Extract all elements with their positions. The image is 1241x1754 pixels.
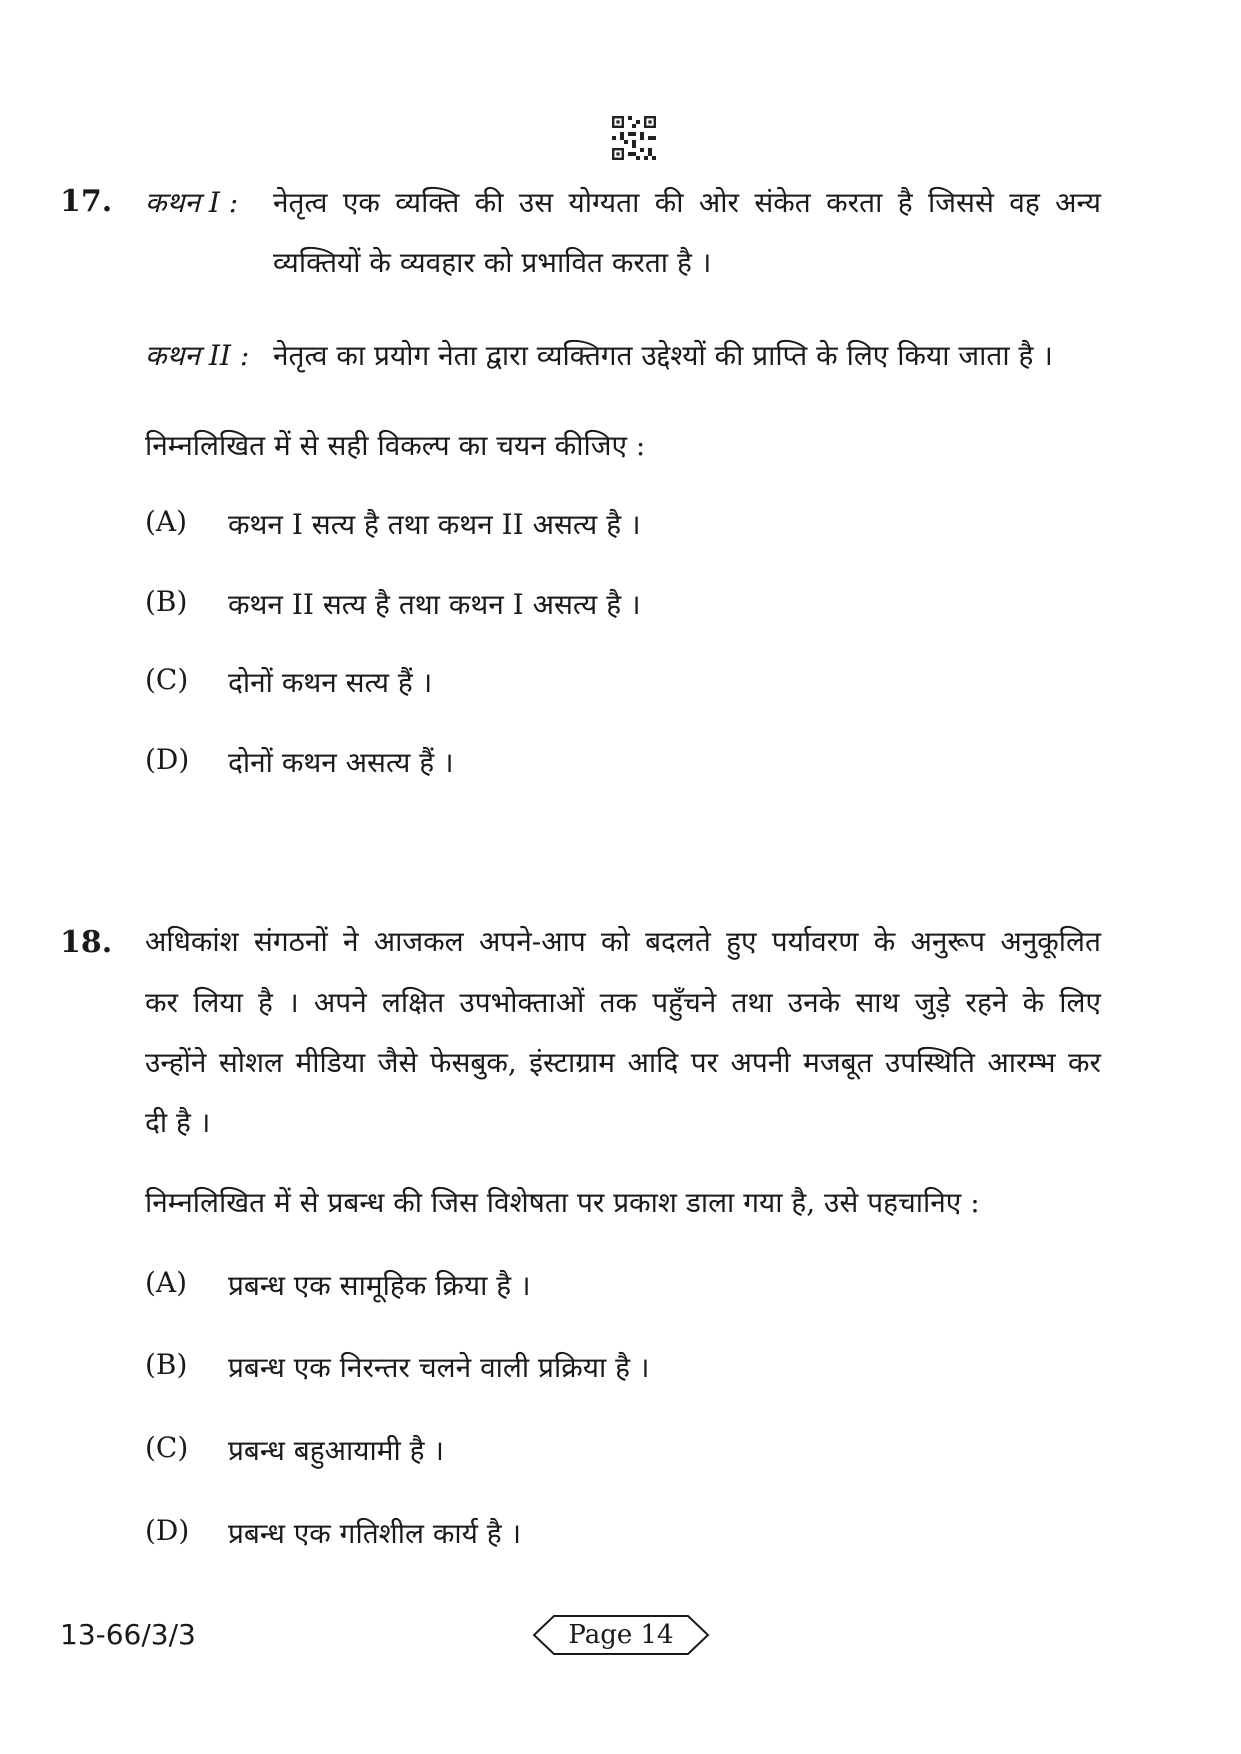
statement-1-line-2: व्यक्तियों के व्यवहार को प्रभावित करता है । xyxy=(273,246,712,279)
q17-option-b-letter: (B) xyxy=(145,585,188,618)
statement-2-label: कथन II : xyxy=(145,339,250,372)
q17-option-a-letter: (A) xyxy=(145,505,188,538)
statement-1-line-1: नेतृत्व एक व्यक्ति की उस योग्यता की ओर संकेत करता है जिससे वह अन्य xyxy=(273,186,1101,219)
q18-paragraph-line-1: अधिकांश संगठनों ने आजकल अपने-आप को बदलते हुए पर्यावरण के अनुरूप अनुकूलित xyxy=(145,925,1101,958)
q17-option-d-letter: (D) xyxy=(145,743,190,776)
question-17-instruction: निम्नलिखित में से सही विकल्प का चयन कीजिए : xyxy=(145,429,646,462)
question-18-number: 18. xyxy=(60,925,113,960)
q18-option-d-text: प्रबन्ध एक गतिशील कार्य है । xyxy=(228,1517,522,1550)
q18-paragraph-line-4: दी है । xyxy=(145,1106,211,1139)
page-number: Page 14 xyxy=(568,1620,674,1650)
q18-option-c-letter: (C) xyxy=(145,1431,189,1464)
paper-code: 13-66/3/3 xyxy=(60,1618,196,1651)
statement-2-text: नेतृत्व का प्रयोग नेता द्वारा व्यक्तिगत उद्देश्यों की प्राप्ति के लिए किया जाता है । xyxy=(273,339,1053,372)
statement-1-label: कथन I : xyxy=(145,186,239,219)
q18-option-a-text: प्रबन्ध एक सामूहिक क्रिया है । xyxy=(228,1269,531,1302)
q17-option-b-text: कथन II सत्य है तथा कथन I असत्य है । xyxy=(228,588,641,621)
question-17-number: 17. xyxy=(60,184,113,219)
q17-option-a-text: कथन I सत्य है तथा कथन II असत्य है । xyxy=(228,508,641,541)
q18-option-c-text: प्रबन्ध बहुआयामी है । xyxy=(228,1434,445,1467)
q18-option-b-letter: (B) xyxy=(145,1348,188,1381)
q17-option-d-text: दोनों कथन असत्य हैं । xyxy=(228,746,454,779)
page-number-badge xyxy=(532,1614,710,1656)
q17-option-c-text: दोनों कथन सत्य हैं । xyxy=(228,666,433,699)
q18-option-d-letter: (D) xyxy=(145,1514,190,1547)
q18-paragraph-line-3: उन्होंने सोशल मीडिया जैसे फेसबुक, इंस्टाग्राम आदि पर अपनी मजबूत उपस्थिति आरम्भ कर xyxy=(145,1046,1101,1079)
question-18-instruction: निम्नलिखित में से प्रबन्ध की जिस विशेषता पर प्रकाश डाला गया है, उसे पहचानिए : xyxy=(145,1186,980,1219)
q18-option-b-text: प्रबन्ध एक निरन्तर चलने वाली प्रक्रिया है । xyxy=(228,1351,650,1384)
q17-option-c-letter: (C) xyxy=(145,663,189,696)
q18-option-a-letter: (A) xyxy=(145,1266,188,1299)
qr-code xyxy=(612,116,656,160)
q18-paragraph-line-2: कर लिया है । अपने लक्षित उपभोक्ताओं तक पहुँचने तथा उनके साथ जुड़े रहने के लिए xyxy=(145,986,1101,1019)
